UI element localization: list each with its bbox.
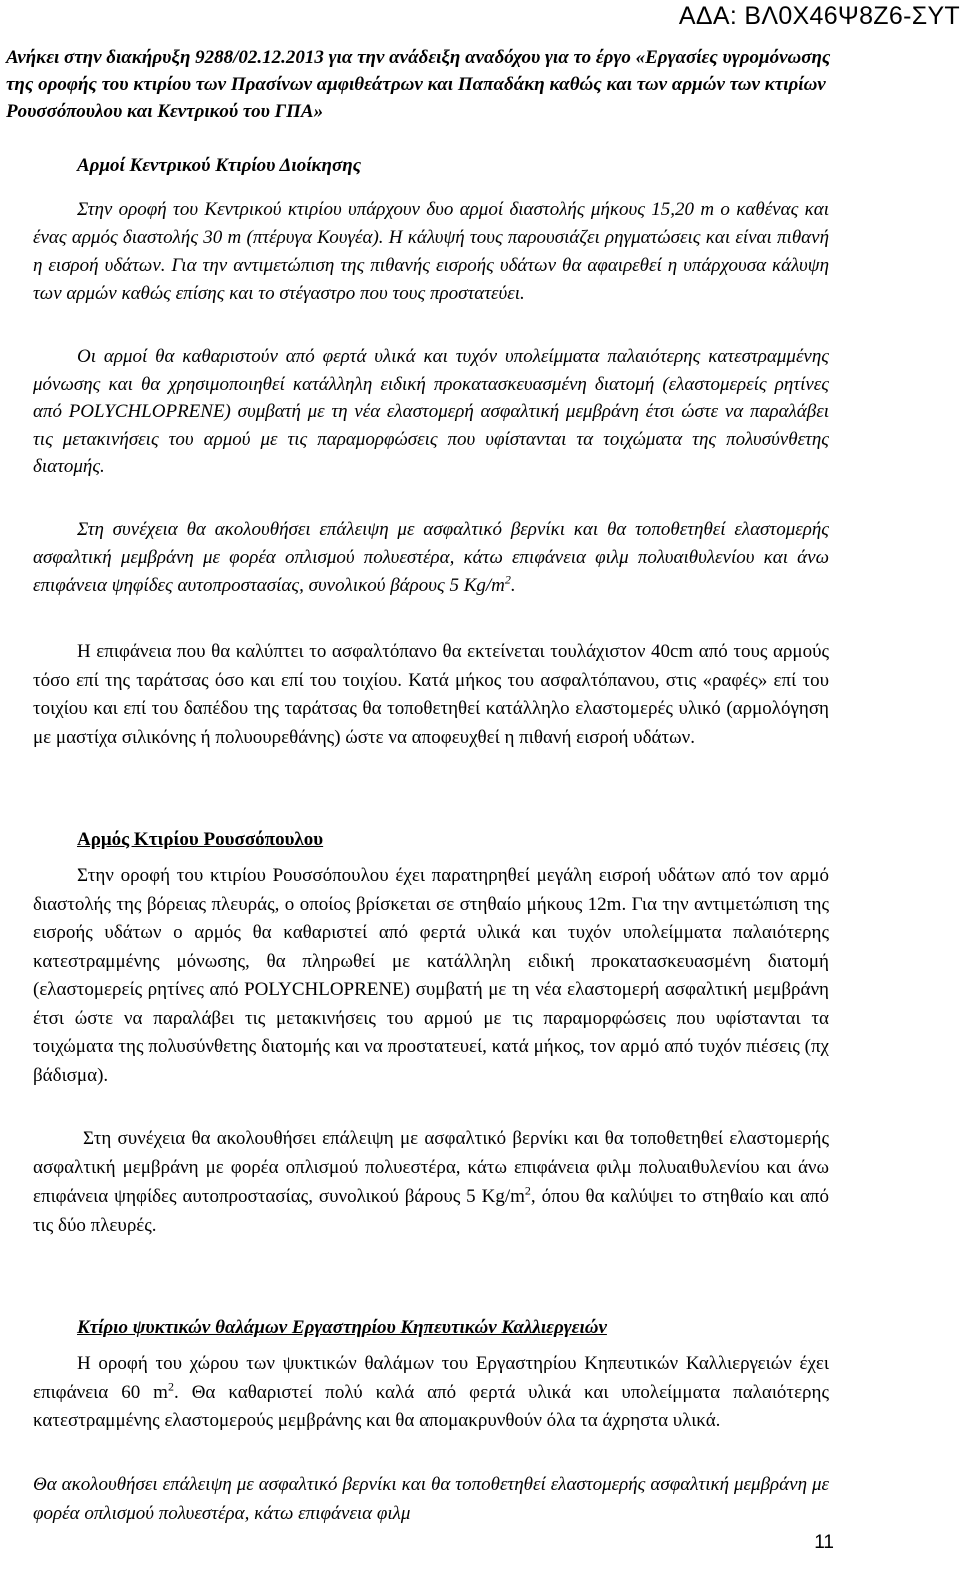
paragraph: Στην οροφή του κτιρίου Ρουσσόπουλου έχει παρατηρηθεί μεγάλη εισροή υδάτων από τον αρμό διαστολής της βόρειας πλευράς, ο οποίος βρίσκεται σε στηθαίο μήκους 12m. Για την αντιμετώπιση της εισροής υδάτων ο αρμός θα καθαριστεί από φερτά υλικά και τυχόν υπολείμματα παλαιότερης κατεστραμμένης μόνωσης, θα πληρωθεί με κατάλληλη ειδική προκατασκευασμένη διατομή (ελαστομερείς ρητίνες από POLYCHLOPRENE) συμβατή με τη νέα ελαστομερή ασφαλτική μεμβράνη έτσι ώστε να παραλάβει τις μετακινήσεις του αρμού με τις παραμορφώσεις που υφίστανται τα τοιχώματα της πολυσύνθετης διατομής και να προστατευεί, κατά μήκος, τον αρμό από τυχόν πιέσεις (πχ βάδισμα). xyxy=(33,865,829,1086)
paragraph: Στη συνέχεια θα ακολουθήσει επάλειψη με ασφαλτικό βερνίκι και θα τοποθετηθεί ελαστομερής ασφαλτική μεμβράνη με φορέα οπλισμού πολυεστέρα, κάτω επιφάνεια φιλμ πολυαιθυλενίου και άνω επιφάνεια ψηφίδες αυτοπροστασίας, συνολικού βάρους 5 $Kg/m^2$, όπου θα καλύψει το στηθαίο και από τις δύο πλευρές. xyxy=(33,1128,830,1236)
paragraph: Η οροφή του χώρου των ψυκτικών θαλάμων του Εργαστηρίου Κηπευτικών Καλλιεργειών έχει επιφάνεια 60 $m^2$. Θα καθαριστεί πολύ καλά από φερτά υλικά και υπολείμματα παλαιότερης κατεστραμμένης ελαστομερούς μεμβράνης και θα απομακρυνθούν όλα τα άχρηστα υλικά. xyxy=(33,1353,829,1431)
paragraph: Οι αρμοί θα καθαριστούν από φερτά υλικά και τυχόν υπολείμματα παλαιότερης κατεστραμμένης μόνωσης και θα χρησιμοποιηθεί κατάλληλη ειδική προκατασκευασμένη διατομή (ελαστομερείς ρητίνες από POLYCHLOPRENE) συμβατή με τη νέα ελαστομερή ασφαλτική μεμβράνη έτσι ώστε να παραλάβει τις μετακινήσεις του αρμού με τις παραμορφώσεις που υφίστανται τα τοιχώματα της πολυσύνθετης διατομής. xyxy=(33,346,829,477)
ada-code: ΑΔΑ: ΒΛ0Χ46Ψ8Ζ6-ΣΥΤ xyxy=(678,2,960,30)
section-heading-central: Αρμοί Κεντρικού Κτιρίου Διοίκησης xyxy=(77,155,362,176)
paragraph: Στη συνέχεια θα ακολουθήσει επάλειψη με ασφαλτικό βερνίκι και θα τοποθετηθεί ελαστομερής ασφαλτική μεμβράνη με φορέα οπλισμού πολυεστέρα, κάτω επιφάνεια φιλμ πολυαιθυλενίου και άνω επιφάνεια ψηφίδες αυτοπροστασίας, συνολικού βάρους 5 $Kg/m^2$. xyxy=(33,519,829,596)
paragraph: Στην οροφή του Κεντρικού κτιρίου υπάρχουν δυο αρμοί διαστολής μήκους 15,20 m ο καθένας και ένας αρμός διαστολής 30 m (πτέρυγα Κουγέα). Η κάλυψή τους παρουσιάζει ρηγματώσεις και είναι πιθανή η εισροή υδάτων. Για την αντιμετώπιση της πιθανής εισροής υδάτων θα αφαιρεθεί η υπάρχουσα κάλυψη των αρμών καθώς επίσης και το στέγαστρο που τους προστατεύει. xyxy=(33,199,829,304)
section-heading-cold-rooms: Κτίριο ψυκτικών θαλάμων Εργαστηρίου Κηπευτικών Καλλιεργειών xyxy=(77,1317,607,1338)
paragraph: Θα ακολουθήσει επάλειψη με ασφαλτικό βερνίκι και θα τοποθετηθεί ελαστομερής ασφαλτική μεμβράνη με φορέα οπλισμού πολυεστέρα, κάτω επιφάνεια φιλμ xyxy=(33,1474,829,1524)
page-number: 11 xyxy=(814,1532,834,1553)
section-heading-roussopoulos: Αρμός Κτιρίου Ρουσσόπουλου xyxy=(77,829,324,850)
document-header: Ανήκει στην διακήρυξη 9288/02.12.2013 για την ανάδειξη αναδόχου για το έργο «Εργασίες υγρομόνωσης της οροφής του κτιρίου των Πρασίνων αμφιθεάτρων και Παπαδάκη καθώς και των αρμών των κτιρίων Ρουσσόπουλου και Κεντρικού του ΓΠΑ» xyxy=(6,47,831,122)
paragraph: Η επιφάνεια που θα καλύπτει το ασφαλτόπανο θα εκτείνεται τουλάχιστον 40cm από τους αρμούς τόσο επί της ταράτσας όσο και επί του τοιχίου. Κατά μήκος του ασφαλτόπανου, στις «ραφές» επί του τοιχίου και επί του δαπέδου της ταράτσας θα τοποθετηθεί κατάλληλο ελαστομερές υλικό (αρμολόγηση με μαστίχα σιλικόνης ή πολυουρεθάνης) ώστε να αποφευχθεί η πιθανή εισροή υδάτων. xyxy=(33,641,829,748)
